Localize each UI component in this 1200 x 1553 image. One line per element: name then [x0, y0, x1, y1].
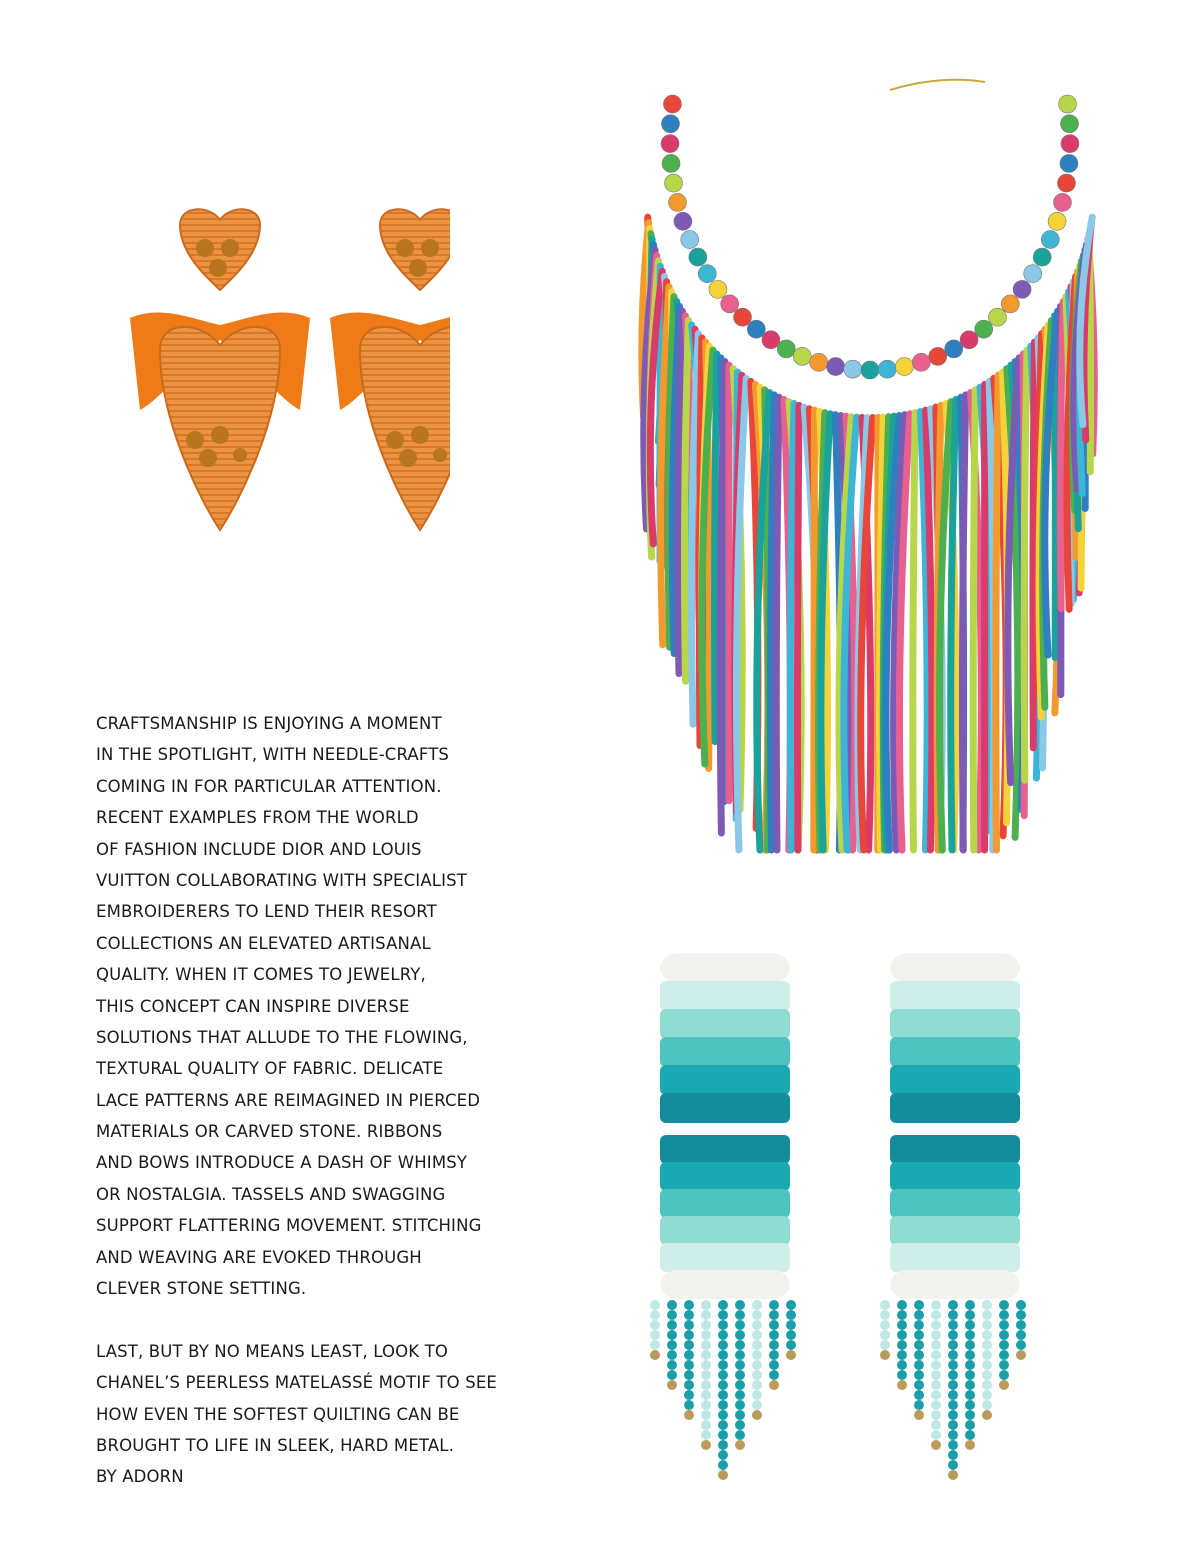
- collar-bead: [663, 95, 681, 113]
- collar-bead: [975, 320, 993, 338]
- collar-bead: [777, 340, 795, 358]
- article-line: IN THE SPOTLIGHT, WITH NEEDLE-CRAFTS: [96, 745, 450, 765]
- article-line: COMING IN FOR PARTICULAR ATTENTION.: [96, 776, 442, 796]
- collar-bead: [1041, 231, 1059, 249]
- collar-bead: [1059, 95, 1077, 113]
- collar-bead: [844, 360, 862, 378]
- collar-bead: [1060, 154, 1078, 172]
- collar-bead: [1001, 295, 1019, 313]
- article-line: AND WEAVING ARE EVOKED THROUGH: [96, 1247, 422, 1267]
- collar-bead: [662, 154, 680, 172]
- earring-right: [330, 209, 450, 530]
- article-line: OR NOSTALGIA. TASSELS AND SWAGGING: [96, 1184, 446, 1204]
- earring-left: [130, 209, 310, 530]
- fringe-strand: [814, 410, 815, 850]
- collar-bead: [1024, 265, 1042, 283]
- byline: BY ADORN: [96, 1467, 184, 1487]
- fringe-strand: [790, 404, 794, 850]
- article-line: SUPPORT FLATTERING MOVEMENT. STITCHING: [96, 1216, 482, 1236]
- collar-bead: [1053, 193, 1071, 211]
- collar-bead: [960, 331, 978, 349]
- paragraph-spacer: [96, 1304, 496, 1335]
- article-line: LAST, BUT BY NO MEANS LEAST, LOOK TO: [96, 1341, 449, 1361]
- collar-bead: [895, 358, 913, 376]
- article-line: HOW EVEN THE SOFTEST QUILTING CAN BE: [96, 1404, 460, 1424]
- fringe-strand: [996, 375, 998, 850]
- article-line: EMBROIDERERS TO LEND THEIR RESORT: [96, 902, 437, 922]
- collar-bead: [661, 135, 679, 153]
- collar-bead: [1013, 280, 1031, 298]
- fringe-necklace-image: [560, 70, 1180, 860]
- article-paragraph-1: [96, 708, 496, 1304]
- article-line: CHANEL’S PEERLESS MATELASSÉ MOTIF TO SEE: [96, 1373, 497, 1393]
- article-line: SOLUTIONS THAT ALLUDE TO THE FLOWING,: [96, 1027, 468, 1047]
- collar-bead: [1061, 135, 1079, 153]
- article-body: [96, 708, 496, 1493]
- article-line: CLEVER STONE SETTING.: [96, 1279, 307, 1299]
- collar-bead: [929, 347, 947, 365]
- collar-bead: [878, 360, 896, 378]
- earring-right: [880, 953, 1026, 1480]
- article-line: MATERIALS OR CARVED STONE. RIBBONS: [96, 1122, 443, 1142]
- fringe-strand: [1060, 302, 1063, 609]
- collar-bead: [698, 265, 716, 283]
- article-line: BROUGHT TO LIFE IN SLEEK, HARD METAL.: [96, 1435, 455, 1455]
- collar-bead: [747, 320, 765, 338]
- fringe-strand: [797, 405, 799, 850]
- collar-bead: [1061, 115, 1079, 133]
- article-line: AND BOWS INTRODUCE A DASH OF WHIMSY: [96, 1153, 468, 1173]
- collar-bead: [721, 295, 739, 313]
- collar-bead: [945, 340, 963, 358]
- orange-bow-earrings-image: [120, 200, 450, 540]
- clasp-chain: [890, 80, 985, 90]
- fringe-strand: [962, 395, 965, 850]
- article-line: TEXTURAL QUALITY OF FABRIC. DELICATE: [96, 1059, 444, 1079]
- collar-bead: [681, 231, 699, 249]
- collar-bead: [661, 115, 679, 133]
- fringe-strand: [715, 354, 717, 742]
- collar-bead: [734, 308, 752, 326]
- fringe-strand: [1033, 342, 1034, 748]
- collar-bead: [689, 248, 707, 266]
- collar-bead: [762, 331, 780, 349]
- collar-bead: [709, 280, 727, 298]
- teal-tassel-earrings-image: [620, 945, 1080, 1485]
- article-line: THIS CONCEPT CAN INSPIRE DIVERSE: [96, 996, 410, 1016]
- article-line: COLLECTIONS AN ELEVATED ARTISANAL: [96, 933, 431, 953]
- collar-bead: [988, 308, 1006, 326]
- collar-bead: [669, 193, 687, 211]
- article-line: VUITTON COLLABORATING WITH SPECIALIST: [96, 870, 467, 890]
- fringe-strand: [776, 397, 779, 850]
- article-line: RECENT EXAMPLES FROM THE WORLD: [96, 808, 419, 828]
- fringe-strand: [913, 413, 915, 850]
- collar-bead: [861, 361, 879, 379]
- collar-bead: [674, 212, 692, 230]
- fringe-strand: [1024, 350, 1027, 780]
- article-line: CRAFTSMANSHIP IS ENJOYING A MOMENT: [96, 714, 442, 733]
- collar-bead: [810, 353, 828, 371]
- article-paragraph-2: [96, 1336, 496, 1462]
- article-line: QUALITY. WHEN IT COMES TO JEWELRY,: [96, 965, 426, 985]
- fringe-strand: [684, 320, 688, 681]
- collar-bead: [665, 174, 683, 192]
- article-line: LACE PATTERNS ARE REIMAGINED IN PIERCED: [96, 1090, 481, 1110]
- article-line: OF FASHION INCLUDE DIOR AND LOUIS: [96, 839, 422, 859]
- collar-bead: [793, 347, 811, 365]
- collar-bead: [912, 353, 930, 371]
- earring-left: [650, 953, 796, 1480]
- collar-bead: [1033, 248, 1051, 266]
- collar-bead: [827, 358, 845, 376]
- collar-bead: [1057, 174, 1075, 192]
- fringe-strand: [973, 390, 975, 850]
- collar-bead: [1048, 212, 1066, 230]
